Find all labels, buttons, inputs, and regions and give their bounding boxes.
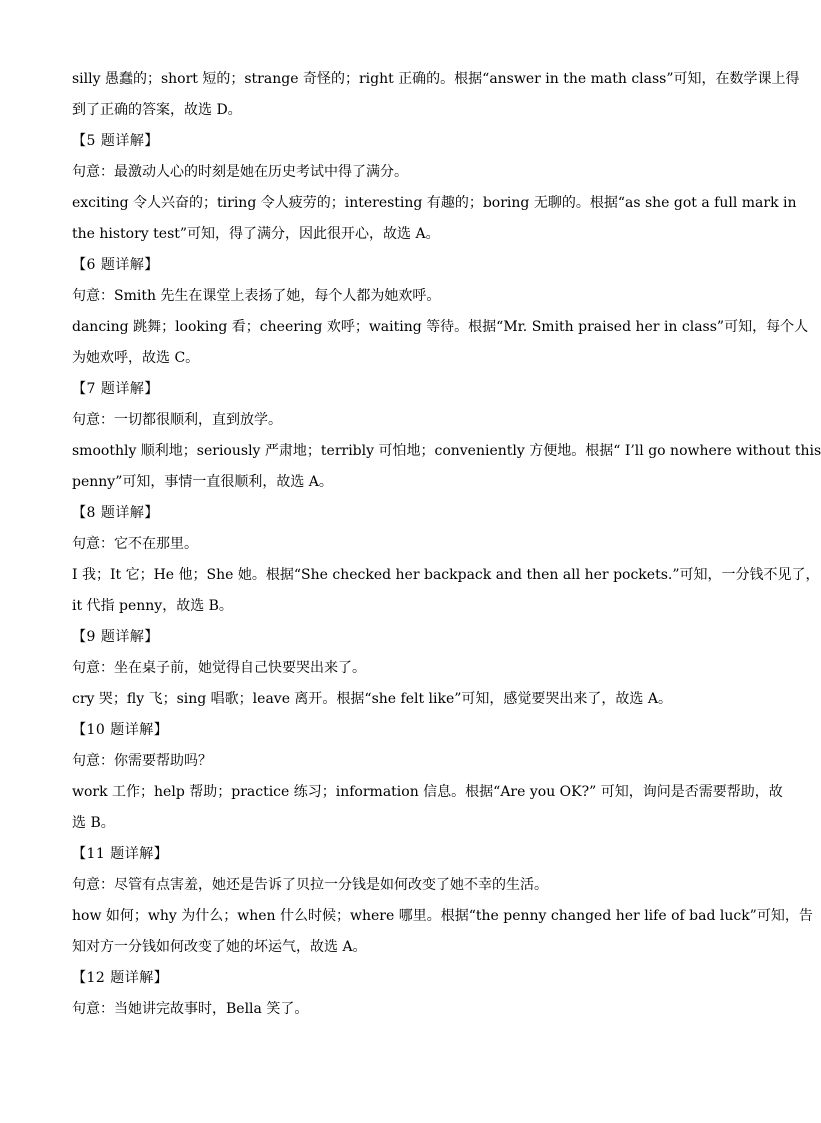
text-line: 知对方一分钱如何改变了她的坏运气，故选 A。 bbox=[72, 939, 367, 955]
sentence-meaning: 句意：你需要帮助吗？ bbox=[72, 753, 212, 769]
text-line: penny”可知，事情一直很顺利，故选 A。 bbox=[72, 474, 333, 490]
text-line: how 如何；why 为什么；when 什么时候；where 哪里。根据“the penny changed her life of bad luck”可知，告 bbox=[72, 908, 813, 924]
sentence-meaning: 句意：尽管有点害羞，她还是告诉了贝拉一分钱是如何改变了她不幸的生活。 bbox=[72, 877, 548, 893]
text-line: silly 愚蠢的；short 短的；strange 奇怪的；right 正确的。根据“answer in the math class”可知，在数学课上得 bbox=[72, 71, 800, 87]
text-line: I 我；It 它；He 他；She 她。根据“She checked her backpack and then all her pockets.”可知，一分钱不见了， bbox=[72, 567, 820, 583]
section-heading: 【9 题详解】 bbox=[72, 629, 159, 645]
sentence-meaning: 句意：它不在那里。 bbox=[72, 536, 198, 552]
text-line: the history test”可知，得了满分，因此很开心，故选 A。 bbox=[72, 226, 440, 242]
text-line: exciting 令人兴奋的；tiring 令人疲劳的；interesting 有趣的；boring 无聊的。根据“as she got a full mark in bbox=[72, 195, 797, 211]
text-line: 选 B。 bbox=[72, 815, 115, 831]
sentence-meaning: 句意：最激动人心的时刻是她在历史考试中得了满分。 bbox=[72, 164, 408, 180]
section-heading: 【8 题详解】 bbox=[72, 505, 159, 521]
sentence-meaning: 句意：当她讲完故事时，Bella 笑了。 bbox=[72, 1001, 309, 1017]
section-heading: 【12 题详解】 bbox=[72, 970, 169, 986]
text-line: smoothly 顺利地；seriously 严肃地；terribly 可怕地；conveniently 方便地。根据“ I’ll go nowhere without this bbox=[72, 443, 821, 459]
sentence-meaning: 句意：一切都很顺利，直到放学。 bbox=[72, 412, 282, 428]
text-line: dancing 跳舞；looking 看；cheering 欢呼；waiting 等待。根据“Mr. Smith praised her in class”可知，每个人 bbox=[72, 319, 809, 335]
text-line: work 工作；help 帮助；practice 练习；information 信息。根据“Are you OK?” 可知，询问是否需要帮助，故 bbox=[72, 784, 783, 800]
section-heading: 【7 题详解】 bbox=[72, 381, 159, 397]
text-line: cry 哭；fly 飞；sing 唱歌；leave 离开。根据“she felt like”可知，感觉要哭出来了，故选 A。 bbox=[72, 691, 672, 707]
section-heading: 【10 题详解】 bbox=[72, 722, 169, 738]
section-heading: 【11 题详解】 bbox=[72, 846, 169, 862]
sentence-meaning: 句意：Smith 先生在课堂上表扬了她，每个人都为她欢呼。 bbox=[72, 288, 441, 304]
section-heading: 【6 题详解】 bbox=[72, 257, 159, 273]
text-line: it 代指 penny，故选 B。 bbox=[72, 598, 233, 614]
text-line: 到了正确的答案，故选 D。 bbox=[72, 102, 242, 118]
text-line: 为她欢呼，故选 C。 bbox=[72, 350, 200, 366]
sentence-meaning: 句意：坐在桌子前，她觉得自己快要哭出来了。 bbox=[72, 660, 366, 676]
section-heading: 【5 题详解】 bbox=[72, 133, 159, 149]
document-page bbox=[72, 64, 821, 1025]
